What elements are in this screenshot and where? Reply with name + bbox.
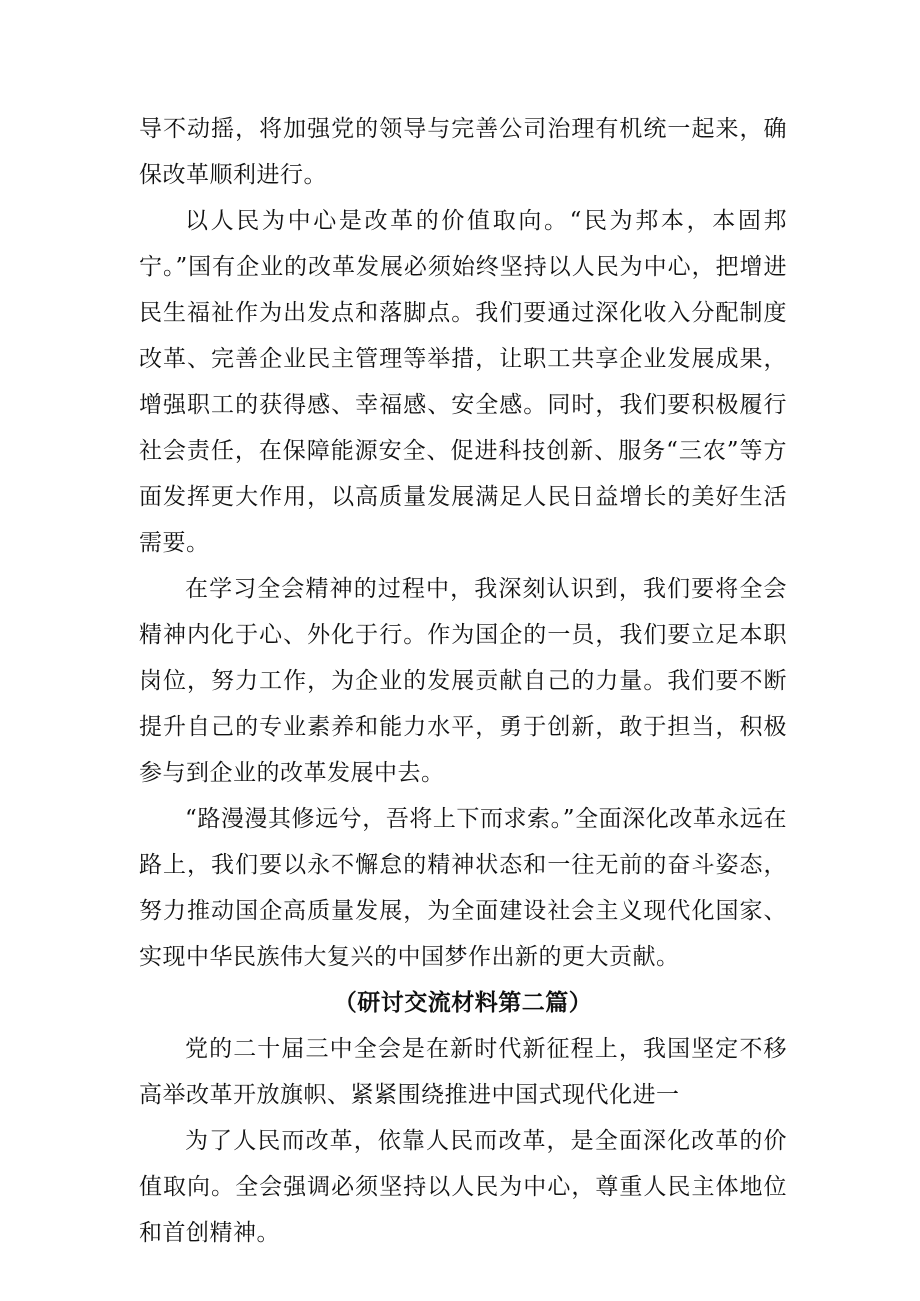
paragraph-plenum-intro: 党的二十届三中全会是在新时代新征程上，我国坚定不移高举改革开放旗帜、紧紧围绕推进中国式现代化进一: [139, 1036, 787, 1108]
section-heading: （研讨交流材料第二篇）: [333, 989, 593, 1016]
paragraph-reform-for-people: 为了人民而改革，依靠人民而改革，是全面深化改革的价值取向。全会强调必须坚持以人民为中心，尊重人民主体地位和首创精神。: [139, 1128, 787, 1246]
document-body: [139, 106, 787, 1256]
paragraph-people-centered: 以人民为中心是改革的价值取向。“民为邦本，本固邦宁。”国有企业的改革发展必须始终坚持以人民为中心，把增进民生福祉作为出发点和落脚点。我们要通过深化收入分配制度改革、完善企业民主管理等举措，让职工共享企业发展成果，增强职工的获得感、幸福感、安全感。同时，我们要积极履行社会责任，在保障能源安全、促进科技创新、服务“三农”等方面发挥更大作用，以高质量发展满足人民日益增长的美好生活需要。: [139, 208, 787, 556]
paragraph-continuation: 导不动摇，将加强党的领导与完善公司治理有机统一起来，确保改革顺利进行。: [139, 116, 787, 188]
paragraph-long-road: “路漫漫其修远兮，吾将上下而求索。”全面深化改革永远在路上，我们要以永不懈怠的精神状态和一往无前的奋斗姿态，努力推动国企高质量发展，为全面建设社会主义现代化国家、实现中华民族伟大复兴的中国梦作出新的更大贡献。: [139, 806, 787, 970]
paragraph-learning-spirit: 在学习全会精神的过程中，我深刻认识到，我们要将全会精神内化于心、外化于行。作为国企的一员，我们要立足本职岗位，努力工作，为企业的发展贡献自己的力量。我们要不断提升自己的专业素养和能力水平，勇于创新，敢于担当，积极参与到企业的改革发展中去。: [139, 576, 787, 786]
